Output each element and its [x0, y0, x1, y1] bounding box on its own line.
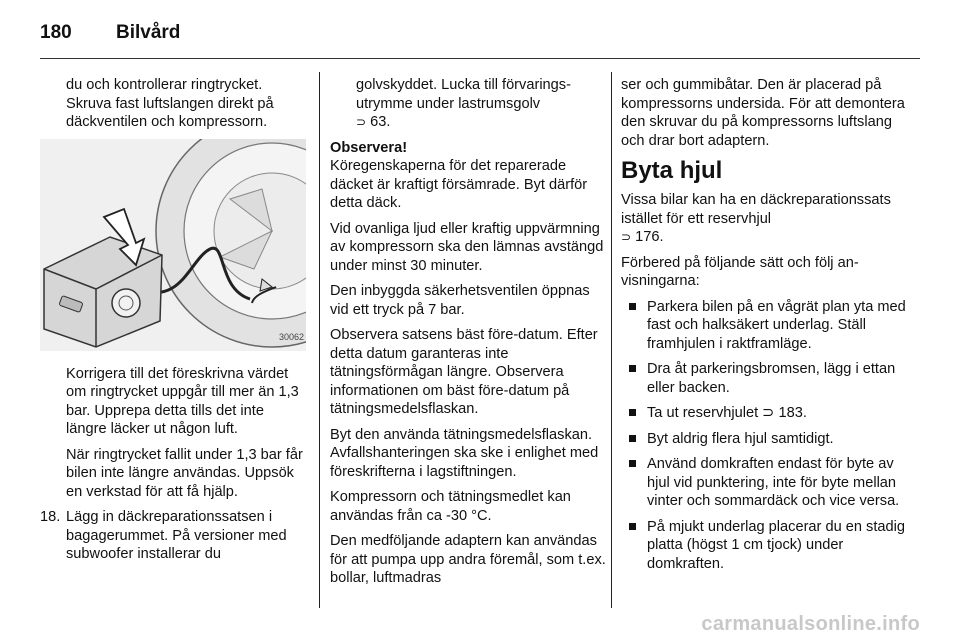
prepare-text: Förbered på följande sätt och följ anvisningarna: [621, 254, 859, 289]
expiry-text: Observera satsens bäst före-datum. Efter detta datum garanteras inte tätningsförmågan längre. Observera informationen om bäst före-datum på tätningsmedelsflaskan. [330, 327, 598, 417]
list-item [621, 360, 912, 397]
correct-pressure-text: Korrigera till det föreskrivna värdet om ringtrycket uppgår till mer än 1,3 bar. Upprepa detta tills det inte längre läcker ut någon luft. [66, 365, 299, 437]
list-item-text: Byt aldrig flera hjul samtidigt. [647, 430, 834, 447]
adapter-text: Den medföljande adaptern kan användas för att pumpa upp andra föremål, som t.ex. bollar, luftmadras [330, 533, 606, 586]
compressor-drawing [40, 139, 306, 351]
step-number: 18. [40, 509, 61, 525]
reference-arrow-icon: ⊃ [356, 115, 367, 129]
list-item [621, 404, 912, 423]
valve-text: Den inbyggda säkerhetsventilen öppnas vid ett tryck på 7 bar. [330, 283, 590, 318]
temperature-text: Kompressorn och tätningsmedlet kan användas från ca -30 °C. [330, 489, 571, 524]
page-number: 180 [40, 22, 72, 43]
column-divider-2 [611, 72, 612, 608]
page-header [40, 14, 920, 50]
watermark: carmanualsonline.info [701, 613, 920, 635]
list-item [621, 455, 912, 511]
noise-text: Vid ovanliga ljud eller kraftig uppvärmning av kompressorn ska den lämnas avstängd under minst 30 minuter. [330, 220, 604, 274]
column-3 [621, 76, 912, 580]
bullet-square-icon [629, 435, 636, 442]
note-heading: Observera! [330, 139, 408, 156]
step-text: Lägg in däckreparationssatsen i bagagerummet. På versioner med subwoofer installerar du [66, 509, 287, 562]
bullet-square-icon [629, 523, 636, 530]
column-divider-1 [319, 72, 320, 608]
header-divider [40, 58, 920, 59]
note-block [330, 139, 606, 213]
bullet-square-icon [629, 409, 636, 416]
page-reference: 63. [370, 114, 391, 130]
list-item [621, 298, 912, 354]
column-2 [330, 76, 606, 595]
repair-kit-text [621, 191, 912, 247]
reference-arrow-icon: ⊃ [621, 230, 632, 244]
list-item-text: Parkera bilen på en vågrät plan yta med fast och halksäkert underlag. Ställ framhjulen i raktframläge. [647, 298, 906, 352]
section-title: Byta hjul [621, 157, 723, 184]
bullet-square-icon [629, 365, 636, 372]
bullet-square-icon [629, 303, 636, 310]
list-item-text: På mjukt underlag placerar du en stadig platta (högst 1 cm tjock) under domkraften. [647, 518, 905, 572]
replace-bottle-text: Byt den använda tätningsmedelsflaskan. Avfallshanteringen ska ske i enlighet med föreskrifterna i lagstiftningen. [330, 426, 599, 480]
bullet-list [621, 298, 912, 574]
page-title: Bilvård [116, 22, 181, 43]
intro-text: du och kontrollerar ringtrycket. Skruva fast luftslangen direkt på däckventilen och kompressorn. [66, 77, 274, 130]
figure-code: 30062 [278, 332, 304, 342]
adapter-continued-text: ser och gummibåtar. Den är placerad på kompressorns undersida. För att demontera den skruvar du på kompressorns luftslang och drar bort adaptern. [621, 77, 905, 149]
list-item-text: Använd domkraften endast för byte av hjul vid punktering, inte för byte mellan vinter och sommardäck och vice versa. [647, 456, 900, 509]
page-reference: 176. [635, 229, 664, 245]
list-item [621, 430, 912, 449]
list-item-text: Dra åt parkeringsbromsen, lägg i ettan eller backen. [647, 361, 896, 396]
repair-kit-body: Vissa bilar kan ha en däckreparationssats istället för ett reservhjul [621, 192, 891, 227]
continued-text-body: golvskyddet. Lucka till förvaringsutrymme under lastrumsgolv [356, 77, 571, 112]
bullet-square-icon [629, 460, 636, 467]
step-18 [40, 508, 306, 564]
compressor-illustration [40, 139, 306, 351]
pressure-drop-text: När ringtrycket fallit under 1,3 bar får bilen inte längre användas. Uppsök en verkstad för att få hjälp. [66, 446, 303, 500]
note-text: Köregenskaperna för det reparerade däcket är kraftigt försämrade. Byt därför detta däck. [330, 158, 588, 211]
column-1 [40, 76, 306, 564]
list-item-text: Ta ut reservhjulet ⊃ 183. [647, 405, 807, 421]
continued-text [330, 76, 606, 132]
list-item [621, 518, 912, 574]
